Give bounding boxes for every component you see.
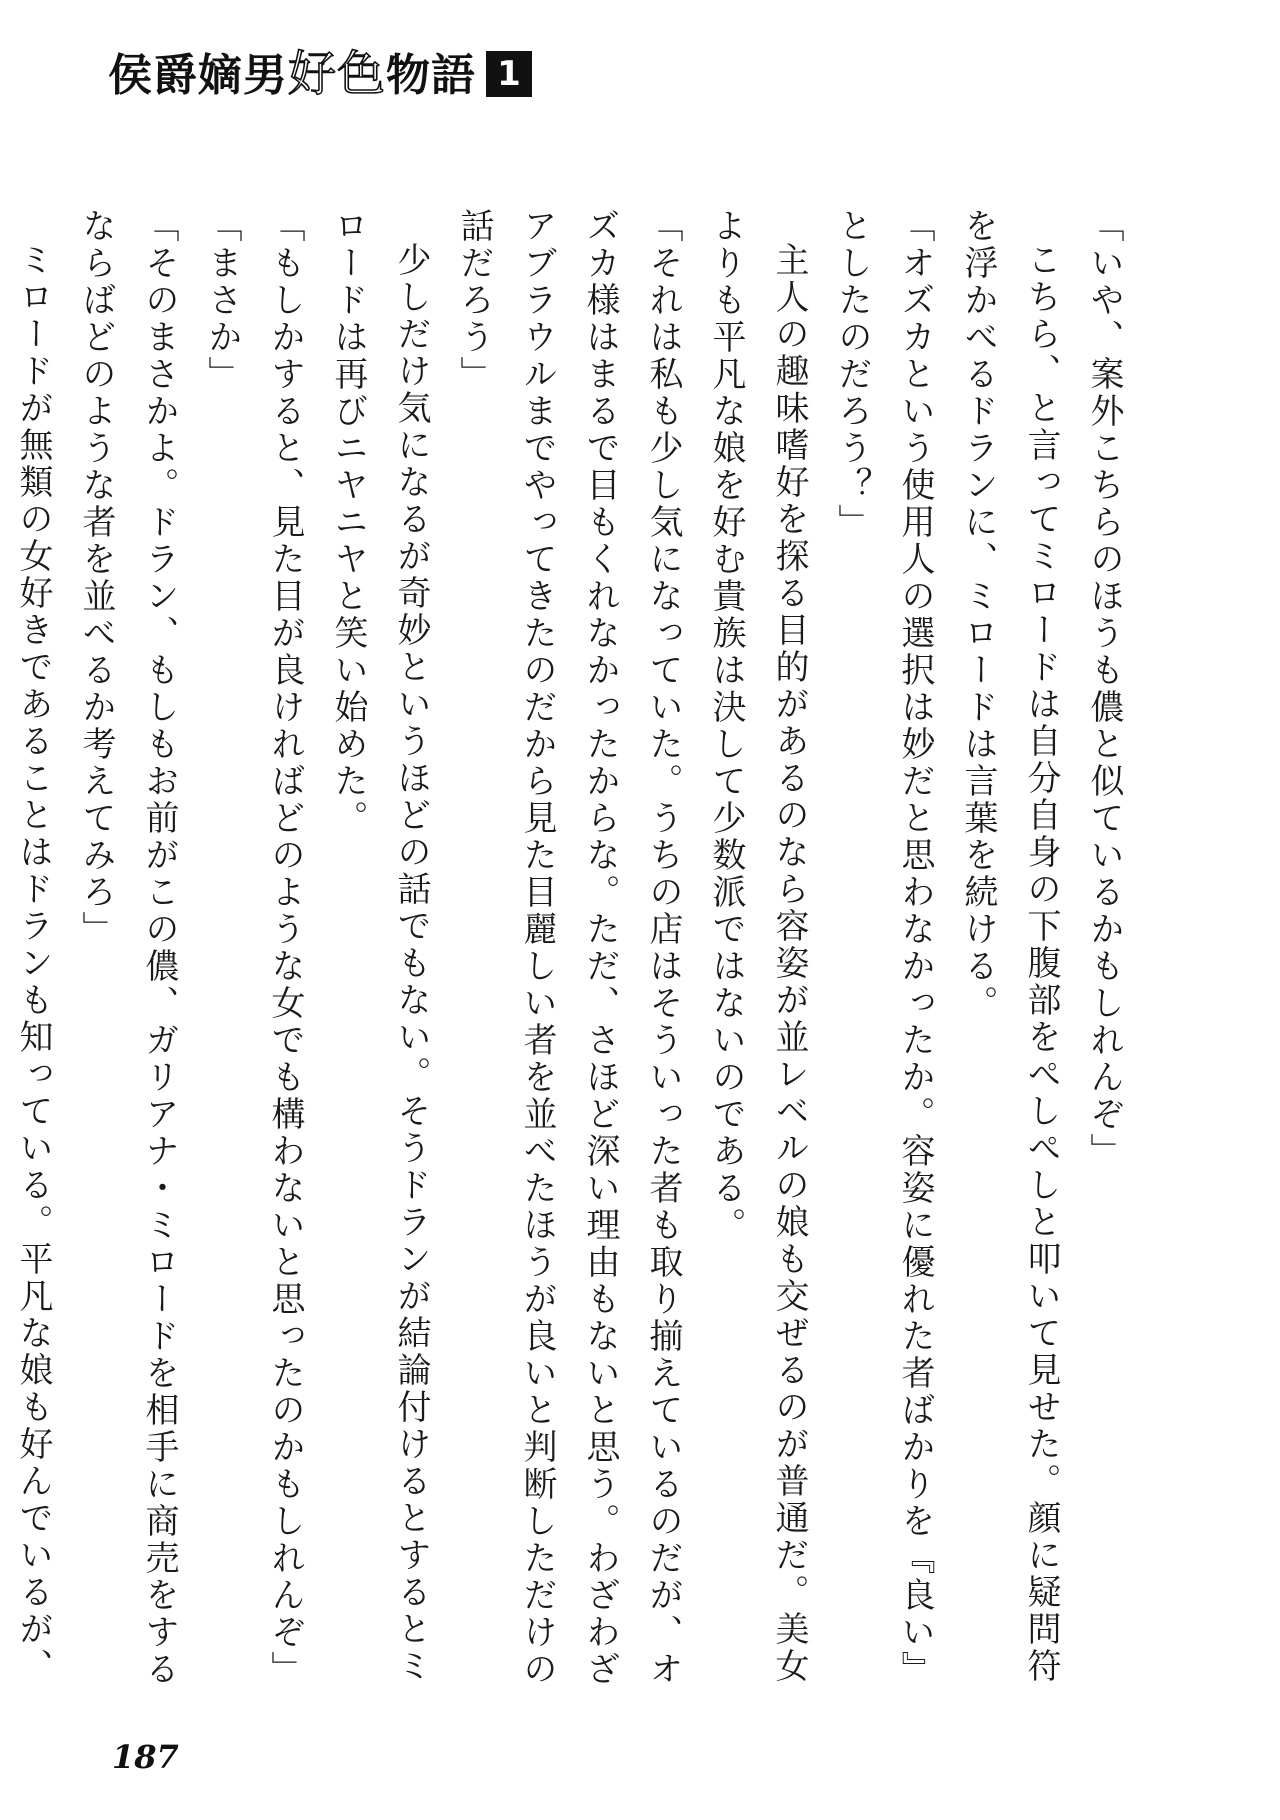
paragraph: 「そのまさかよ。ドラン、もしもお前がこの儂、ガリアナ・ミロードを相手に商売をするならばどのような者を並べるか考えてみろ」 — [76, 208, 179, 1688]
running-header — [108, 44, 532, 104]
paragraph: 「いや、案外こちらのほうも儂と似ているかもしれんぞ」 — [1084, 208, 1124, 1170]
paragraph: 「それは私も少し気になっていた。うちの店はそういった者も取り揃えているのだが、オズカ様はまるで目もくれなかったからな。ただ、さほど深い理由もないと思う。わざわざアブラウルまでやってきたのだから見た目麗しい者を並べたほうが良いと判断しただけの話だろう」 — [454, 208, 683, 1688]
paragraph: 「もしかすると、見た目が良ければどのような女でも構わないと思ったのかもしれんぞ」 — [265, 208, 305, 1688]
paragraph: 「オズカという使用人の選択は妙だと思わなかったか。容姿に優れた者ばかりを『良い』としたのだろう？」 — [832, 208, 935, 1688]
paragraph: 主人の趣味嗜好を探る目的があるのなら容姿が並レベルの娘も交ぜるのが普通だ。美女よりも平凡な娘を好む貴族は決して少数派ではないのである。 — [706, 208, 809, 1685]
volume-number-badge: 1 — [486, 51, 532, 97]
paragraph: ミロードが無類の女好きであることはドランも知っている。平凡な娘も好んでいるが、 — [13, 242, 53, 1685]
page-number: 187 — [112, 1738, 179, 1776]
paragraph: こちら、と言ってミロードは自分自身の下腹部をぺしぺしと叩いて見せた。顔に疑問符を浮かべるドランに、ミロードは言葉を続ける。 — [958, 208, 1061, 1685]
book-title-accent: 好色 — [288, 46, 387, 102]
book-title-suffix: 物語 — [386, 50, 477, 101]
book-title — [108, 46, 477, 102]
vertical-body-text — [0, 208, 1135, 1688]
paragraph: 少しだけ気になるが奇妙というほどの話でもない。そうドランが結論付けるとするとミロードは再びニヤニヤと笑い始めた。 — [328, 208, 431, 1685]
book-title-prefix: 侯爵嫡男 — [108, 50, 288, 101]
paragraph: 「まさか」 — [202, 208, 242, 393]
